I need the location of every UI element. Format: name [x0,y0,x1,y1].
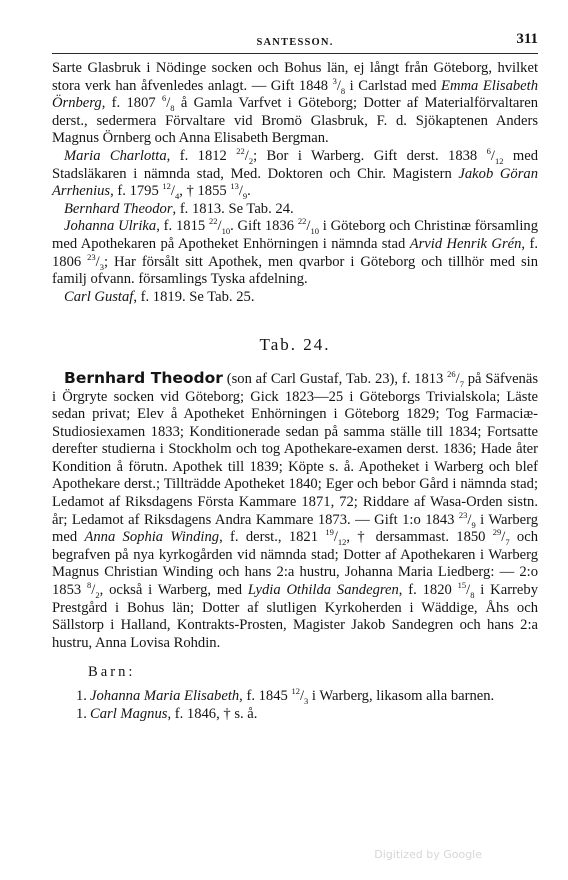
fraction-num: 22 [209,216,218,227]
fraction-den: 8 [170,103,175,114]
children-label: Barn: [88,664,136,681]
text: . [247,183,251,200]
text: och begrafven på nya kyrkogården vid nämnda stad; Dotter af Apothekaren i Warberg Magnus Christian Winding och hans 2:a hustru, Johanna Maria Liedberg: — 2:o 1853 [52,529,538,599]
text: , f. 1820 [398,582,458,599]
fraction-num: 26 [447,369,456,380]
text: , f. 1795 [110,183,163,200]
fraction-num: 3 [332,75,337,86]
fraction-num: 12 [162,181,171,192]
person-name: Emma Elisabeth Örnberg [52,77,538,112]
entry-maria-charlotta: Maria Charlotta, f. 1812 $^{22}/_2$; Bor i Warberg. Gift derst. 1838 $^6/_{12}$ med Stadsläkaren i nämnda stad, Med. Doktoren och Chir. Magistern Jakob Göran Arrhenius, f. 1795 $^{12}/_4$, † 1855 $^{13}/_9$. [52,146,538,202]
fraction-den: 8 [340,85,346,96]
fraction-den: 9 [471,519,476,530]
fraction-num: 23 [87,251,96,262]
entry-main-bernhard-theodor: Bernhard Theodor (son af Carl Gustaf, Tab. 23), f. 1813 $^{26}/_7$ på Säfvenäs i Örgryte socken vid Göteborg; Gick 1823—25 i Göteborgs Trivialskola; Läste sedan privat; Elev å Apotheket Enhörningen i Göteborg 1829; Tog Farmaciæ-Studiosiexamen 1833; Konditionerade sedan på samma ställe till 1834; Fortsatte derefter studierna i Stockholm och tog Apothekare-examen derst. 1836; Hade åter Kondition å förutn. Apothek till 1839; Köpte s. å. Apotheket i Warberg och blef Apothekare derst.; Tillträdde Apotheket 1840; Eger och bebor Gård i nämnda stad; Ledamot af Riksdagens Första Kammare 1871, 72; Riddare af Wasa-Orden sistn. år; Ledamot af Riksdagens Andra Kammare 1873. — Gift 1:o 1843 $^{23}/_9$ i Warberg med Anna Sophia Winding, f. derst., 1821 $^{19}/_{12}$, † dersammast. 1850 $^{29}/_7$ och begrafven på nya kyrkogården vid nämnda stad; Dotter af Apothekaren i Warberg Magnus Christian Winding och hans 2:a hustru, Johanna Maria Liedberg: — 2:o 1853 $^8/_2$, också i Warberg, med Lydia Othilda Sandegren, f. 1820 $^{15}/_8$ i Karreby Prestgård i Bohus län; Dotter af slutligen Kyrkoherden i Wäddige, Åhs och Sällstorp i Halland, Kontrakts-Prosten, Magister Jakob Sandegren och hans 2:a hustru, Anna Lovisa Rohdin. [52,368,539,651]
page-header [52,31,538,54]
fraction-den: 3 [304,695,309,706]
digitization-watermark: Digitized by Google [374,848,482,861]
text: å Gamla Varfvet i Göteborg; Dotter af Materialförvaltaren derst., sedermera Förvaltare vid Bromö Glasbruk, F. d. Sjökaptenen Anders Magnus Örnberg och Anna Elisabeth Bergman. [52,95,538,147]
person-name: Arvid Henrik Grén [409,235,522,252]
text: , f. 1845 [239,688,292,704]
text: , f. 1815 [156,218,209,235]
fraction-den: 9 [242,191,248,202]
fraction-den: 2 [248,155,254,166]
text: på Säfvenäs i Örgryte socken vid Göteborg; Gick 1823—25 i Göteborgs Trivialskola; Läste sedan privat; Elev å Apotheket Enhörningen i Göteborg 1829; Tog Farmaciæ-Studiosiexamen 1833; Konditionerade sedan på samma ställe till 1834; Fortsatte derefter studierna i Stockholm och tog Apothekare-examen derst. 1836; Hade åter Kondition å förutn. Apothek till 1839; Köpte s. å. Apotheket i Warberg och blef Apothekare derst.; Tillträdde Apotheket 1840; Eger och bebor Gård i nämnda stad; Ledamot af Riksdagens Första Kammare 1871, 72; Riddare af Wasa-Orden sistn. år; Ledamot af Riksdagens Andra Kammare 1873. — Gift 1:o 1843 [52,370,539,528]
text: , f. 1819. Se Tab. 25. [133,288,255,305]
header-rule [52,53,538,54]
text: (son af Carl Gustaf, Tab. 23), f. 1813 [222,370,448,387]
fraction-den: 10 [310,226,319,237]
text: i Warberg, likasom alla barnen. [308,688,495,704]
fraction-num: 12 [291,686,300,697]
paragraph-glasbruk: Sarte Glasbruk i Nödinge socken och Bohus län, ej långt från Göteborg, hvilket stora verk han åfvenledes anlagt. — Gift 1848 $^3/_8$ i Carlstad med Emma Elisabeth Örnberg, f. 1807 $^6/_8$ å Gamla Varfvet i Göteborg; Dotter af Materialförvaltaren derst., sedermera Förvaltare vid Bromö Glasbruk, F. d. Sjökaptenen Anders Magnus Örnberg och Anna Elisabeth Bergman. [52,60,538,147]
text: , † dersammast. 1850 [346,529,493,546]
text: ; Har försålt sitt Apothek, men qvarbor i Göteborg och tillhör med sin familj ofvann. församlings Tyska afdelning. [52,253,538,288]
text: , f. 1813. Se Tab. 24. [172,200,294,217]
fraction-num: 13 [230,181,239,192]
section-title-tab-24: Tab. 24. [259,335,331,355]
entry-bernhard-theodor [52,201,538,219]
fraction-num: 6 [486,146,491,157]
text: , också i Warberg, med [99,582,248,599]
fraction-num: 15 [457,580,467,591]
fraction-num: 22 [236,146,245,157]
child-number: 1. [76,688,87,704]
person-name: Carl Gustaf [64,288,134,305]
fraction-den: 2 [95,589,100,600]
fraction-num: 8 [87,580,92,591]
text: i Göteborg och Christinæ församling med Apothekaren på Apotheket Enhörningen i nämnda stad [52,218,539,252]
person-name: Johanna Maria Elisabeth [90,688,240,704]
fraction-den: 7 [459,378,464,389]
text: , † 1855 [179,183,231,200]
person-name: Jakob Göran Arrhenius [52,165,538,200]
text: med Stadsläkaren i nämnda stad, Med. Doktoren och Chir. Magistern [52,147,538,182]
person-name: Anna Sophia Winding [84,529,220,546]
fraction-den: 12 [494,155,504,166]
fraction-den: 10 [221,226,231,237]
page-body [52,60,538,723]
text: i Carlstad med [345,77,442,94]
child-number: 1. [76,705,87,722]
fraction-den: 3 [99,261,104,272]
text: i Karreby Prestgård i Bohus län; Dotter af slutligen Kyrkoherden i Wäddige, Åhs och Sällstorp i Halland, Kontrakts-Prosten, Magister Jakob Sandegren och hans 2:a hustru, Anna Lovisa Rohdin. [52,582,538,651]
entry-johanna-ulrika: Johanna Ulrika, f. 1815 $^{22}/_{10}$. Gift 1836 $^{22}/_{10}$ i Göteborg och Christinæ församling med Apothekaren på Apotheket Enhörningen i nämnda stad Arvid Henrik Grén, f. 1806 $^{23}/_3$; Har försålt sitt Apothek, men qvarbor i Göteborg och tillhör med sin familj ofvann. församlings Tyska afdelning. [52,216,539,288]
text: , f. 1846, † s. å. [167,705,258,722]
fraction-num: 19 [325,527,334,538]
text: , f. derst., 1821 [219,529,326,546]
person-name: Maria Charlotta [64,147,167,164]
fraction-den: 7 [505,537,510,548]
fraction-num: 22 [297,216,307,227]
text: , f. 1806 [52,235,538,270]
child-entry: 1. Johanna Maria Elisabeth, f. 1845 $^{12}/_3$ i Warberg, likasom alla barnen. [52,688,538,706]
running-head: SANTESSON. [256,37,334,48]
fraction-num: 29 [492,527,502,538]
headword: Bernhard Theodor [64,368,223,387]
fraction-num: 6 [161,93,167,104]
text: , f. 1807 [101,95,162,112]
child-entry [52,706,538,724]
person-name: Bernhard Theodor [64,200,173,217]
page-number: 311 [516,31,538,47]
fraction-num: 23 [458,509,468,520]
fraction-den: 8 [470,589,475,600]
fraction-den: 12 [337,537,347,548]
text: i Warberg med [52,511,538,546]
text: Sarte Glasbruk i Nödinge socken och Bohus län, ej långt från Göteborg, hvilket stora verk han åfvenledes anlagt. — Gift 1848 [52,60,538,94]
person-name: Johanna Ulrika [64,218,157,235]
fraction-den: 4 [174,191,180,202]
person-name: Carl Magnus [90,705,168,722]
text: . Gift 1836 [230,218,298,235]
entry-carl-gustaf [52,289,538,307]
person-name: Lydia Othilda Sandegren [247,582,399,599]
text: , f. 1812 [166,147,237,164]
text: ; Bor i Warberg. Gift derst. 1838 [253,147,487,164]
